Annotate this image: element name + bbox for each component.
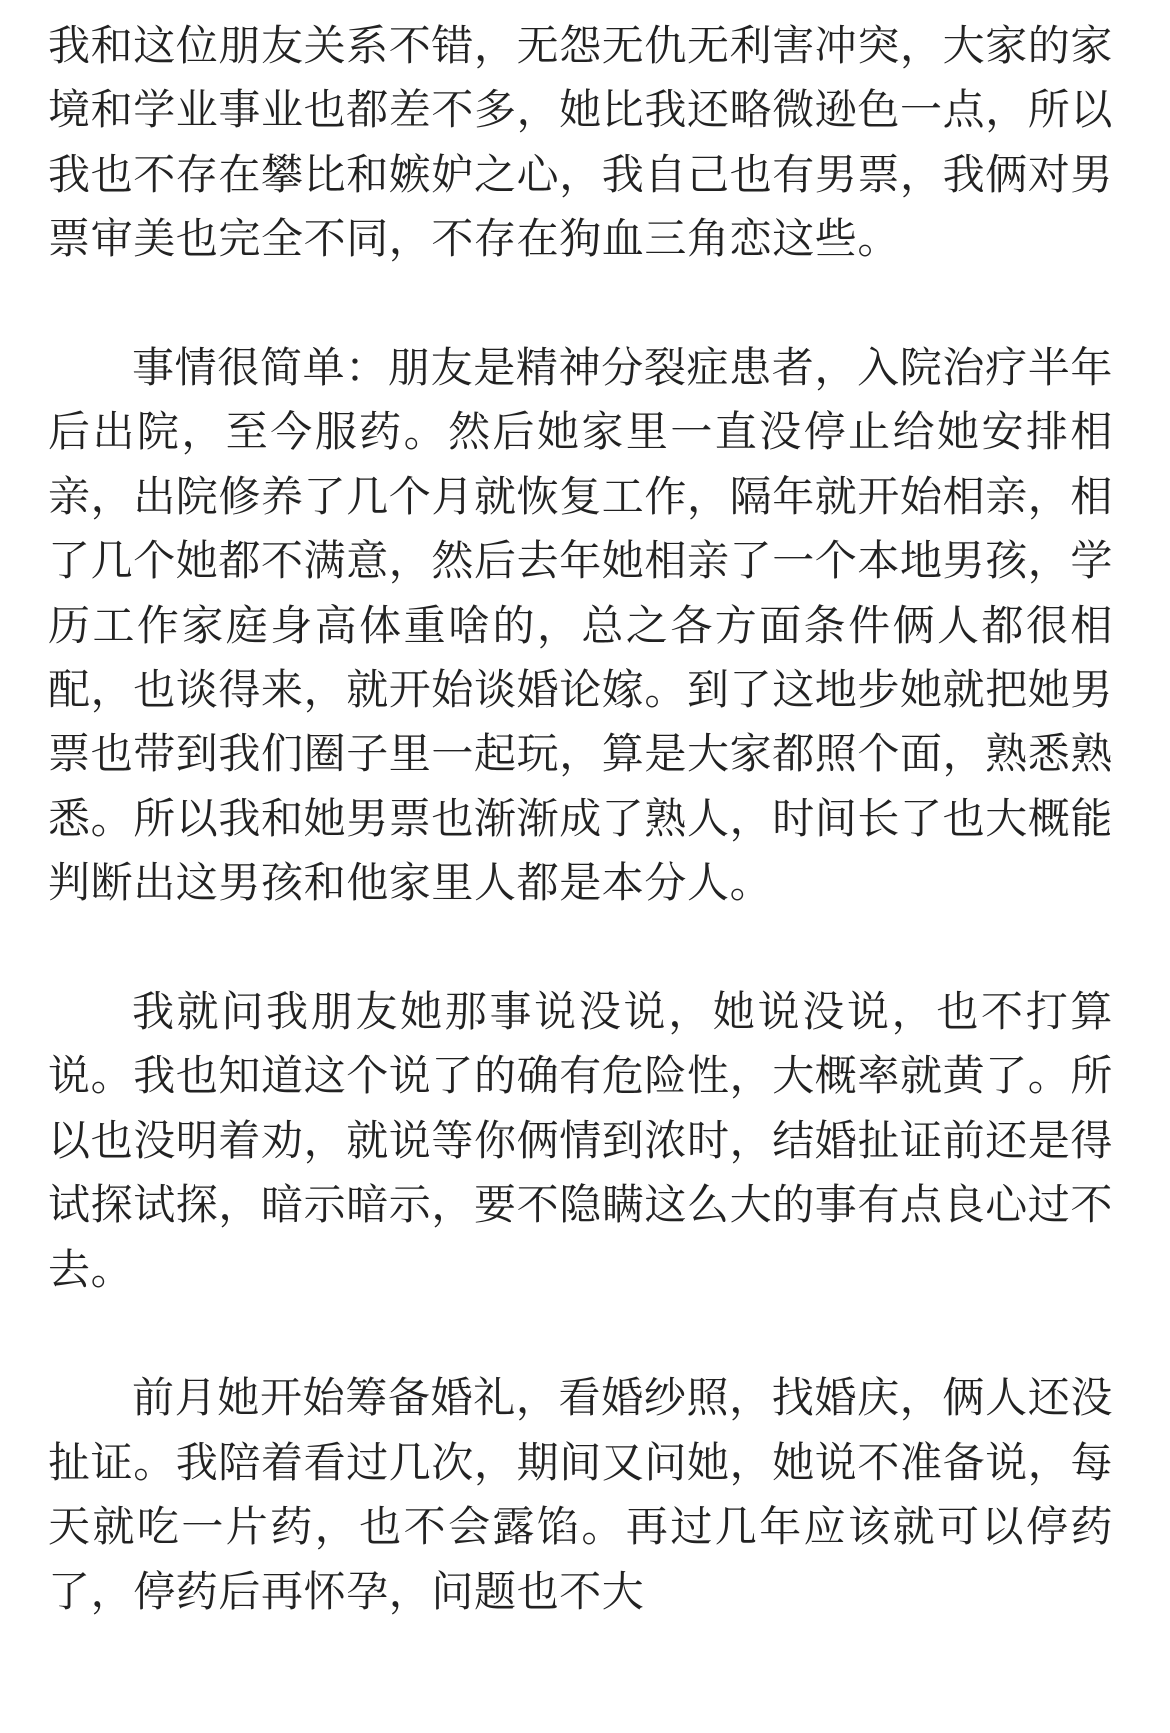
paragraph-1: 我和这位朋友关系不错，无怨无仇无利害冲突，大家的家境和学业事业也都差不多，她比我还略微逊色一点，所以我也不存在攀比和嫉妒之心，我自己也有男票，我俩对男票审美也完全不同，不存在狗血三角恋这些。 xyxy=(48,21,1114,264)
paragraph-4: 前月她开始筹备婚礼，看婚纱照，找婚庆，俩人还没扯证。我陪着看过几次，期间又问她，她说不准备说，每天就吃一片药，也不会露馅。再过几年应该就可以停药了，停药后再怀孕，问题也不大 xyxy=(48,1373,1114,1616)
article-body xyxy=(48,14,1113,1689)
paragraph-3: 我就问我朋友她那事说没说，她说没说，也不打算说。我也知道这个说了的确有危险性，大概率就黄了。所以也没明着劝，就说等你俩情到浓时，结婚扯证前还是得试探试探，暗示暗示，要不隐瞒这么大的事有点良心过不去。 xyxy=(48,987,1114,1294)
paragraph-2: 事情很简单：朋友是精神分裂症患者，入院治疗半年后出院，至今服药。然后她家里一直没停止给她安排相亲，出院修养了几个月就恢复工作，隔年就开始相亲，相了几个她都不满意，然后去年她相亲了一个本地男孩，学历工作家庭身高体重啥的，总之各方面条件俩人都很相配，也谈得来，就开始谈婚论嫁。到了这地步她就把她男票也带到我们圈子里一起玩，算是大家都照个面，熟悉熟悉。所以我和她男票也渐渐成了熟人，时间长了也大概能判断出这男孩和他家里人都是本分人。 xyxy=(48,343,1114,908)
